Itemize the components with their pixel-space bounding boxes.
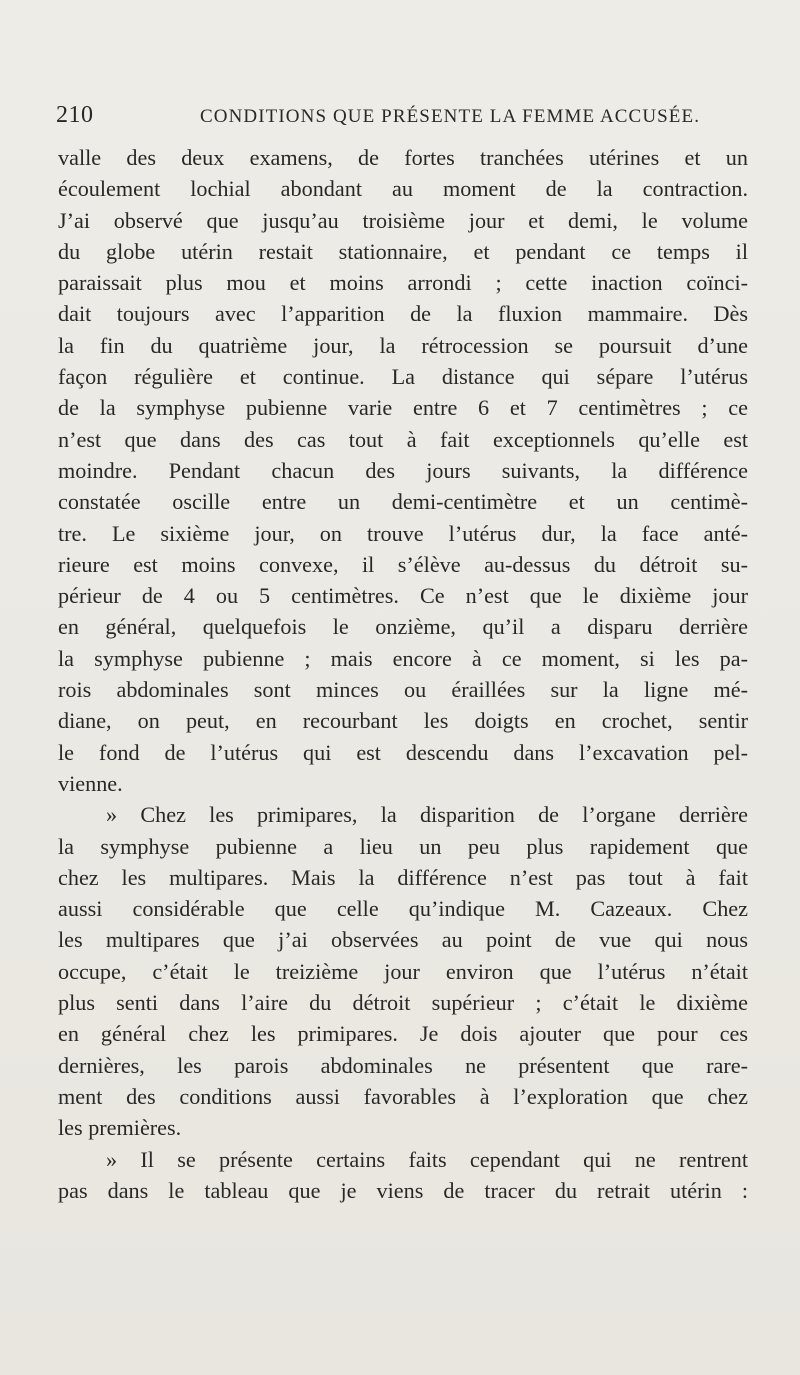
text-line: n’est que dans des cas tout à fait exceptionnels qu’elle est (58, 426, 748, 452)
text-line: valle des deux examens, de fortes tranchées utérines et un (58, 145, 748, 170)
text-line: occupe, c’était le treizième jour environ que l’utérus n’était (58, 958, 748, 984)
running-title: CONDITIONS QUE PRÉSENTE LA FEMME ACCUSÉE. (200, 106, 701, 127)
text-line: » Il se présente certains faits cependant qui ne rentrent (106, 1146, 748, 1172)
text-line: en général, quelquefois le onzième, qu’il a disparu derrière (58, 614, 748, 640)
text-line: dait toujours avec l’apparition de la fluxion mammaire. Dès (58, 301, 748, 327)
text-line: chez les multipares. Mais la différence n’est pas tout à fait (58, 864, 748, 890)
running-header (0, 96, 800, 136)
page-number: 210 (56, 102, 94, 128)
body-text (58, 142, 748, 1206)
text-line: écoulement lochial abondant au moment de la contraction. (58, 176, 748, 202)
text-line: moindre. Pendant chacun des jours suivants, la différence (58, 457, 748, 483)
text-line: aussi considérable que celle qu’indique M. Cazeaux. Chez (58, 896, 748, 922)
text-line: diane, on peut, en recourbant les doigts en crochet, sentir (58, 708, 748, 734)
text-line: les premières. (58, 1115, 182, 1141)
text-line: » Chez les primipares, la disparition de l’organe derrière (106, 802, 748, 828)
text-line: la fin du quatrième jour, la rétrocession se poursuit d’une (58, 332, 748, 358)
text-line: paraissait plus mou et moins arrondi ; cette inaction coïnci- (58, 270, 748, 296)
text-line: en général chez les primipares. Je dois ajouter que pour ces (58, 1021, 748, 1047)
text-line: façon régulière et continue. La distance qui sépare l’utérus (58, 364, 748, 390)
text-line: vienne. (58, 770, 123, 796)
text-line: constatée oscille entre un demi-centimètre et un centimè- (58, 489, 748, 515)
text-line: J’ai observé que jusqu’au troisième jour et demi, le volume (58, 207, 748, 233)
text-line: le fond de l’utérus qui est descendu dans l’excavation pel- (58, 739, 748, 765)
text-line: pas dans le tableau que je viens de tracer du retrait utérin : (58, 1177, 748, 1203)
text-line: rois abdominales sont minces ou éraillées sur la ligne mé- (58, 677, 748, 703)
text-line: du globe utérin restait stationnaire, et pendant ce temps il (58, 238, 748, 264)
text-line: la symphyse pubienne a lieu un peu plus rapidement que (58, 833, 748, 859)
text-line: ment des conditions aussi favorables à l’exploration que chez (58, 1083, 748, 1109)
text-line: la symphyse pubienne ; mais encore à ce moment, si les pa- (58, 645, 748, 671)
text-line: dernières, les parois abdominales ne présentent que rare- (58, 1052, 748, 1078)
text-line: périeur de 4 ou 5 centimètres. Ce n’est que le dixième jour (58, 583, 748, 609)
text-line: les multipares que j’ai observées au point de vue qui nous (58, 927, 748, 953)
text-line: rieure est moins convexe, il s’élève au-dessus du détroit su- (58, 551, 748, 577)
text-line: plus senti dans l’aire du détroit supérieur ; c’était le dixième (58, 990, 748, 1016)
text-line: tre. Le sixième jour, on trouve l’utérus dur, la face anté- (58, 520, 748, 546)
text-line: de la symphyse pubienne varie entre 6 et 7 centimètres ; ce (58, 395, 748, 421)
